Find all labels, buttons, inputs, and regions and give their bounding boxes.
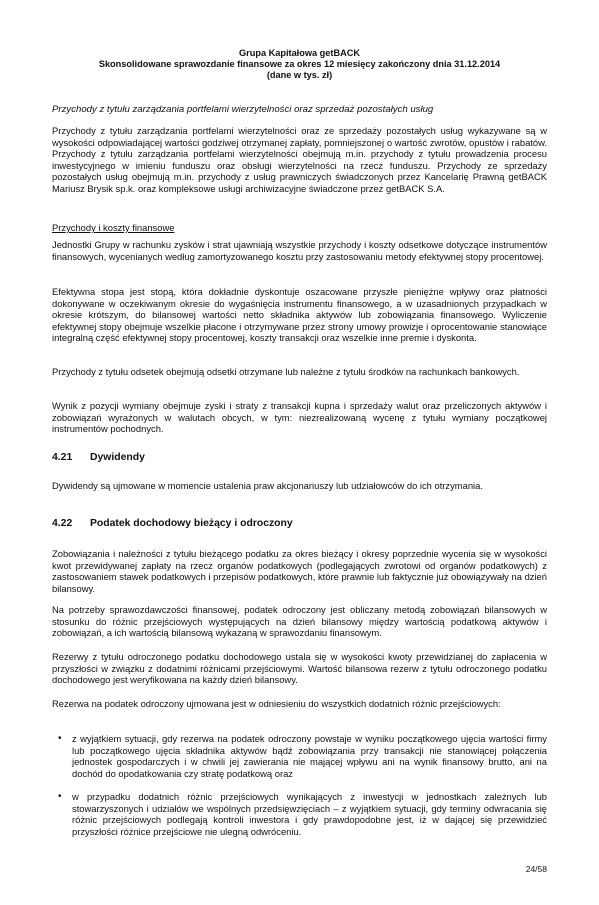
financial-paragraph-2: Efektywna stopa jest stopą, która dokładnie dyskontuje oszacowane przyszłe pieniężne wpływy oraz płatności dokonywane w oczekiwanym okresie do wygaśnięcia instrumentu finansowego, a w uzasadnionych przypadkach w okresie krótszym, do bilansowej wartości netto składnika aktywów lub zobowiązania finansowego. Wyliczenie efektywnej stopy obejmuje wszelkie płacone i otrzymywane przez strony umowy prowizje i oprocentowanie stanowiące integralną część efektywnej stopy procentowej, koszty transakcji oraz wszelkie inne premie i dyskonta.: [52, 286, 547, 344]
tax-paragraph-2: Na potrzeby sprawozdawczości finansowej, podatek odroczony jest obliczany metodą zobowiązań bilansowych w stosunku do różnic przejściowych występujących na dzień bilansowy między wartością podatkową aktywów i zobowiązań, a ich wartością bilansową wykazaną w sprawozdaniu finansowym.: [52, 604, 547, 639]
revenue-portfolio-title: Przychody z tytułu zarządzania portfelami wierzytelności oraz sprzedaż pozostałych usług: [52, 104, 434, 115]
page-number: 24/58: [525, 864, 547, 874]
section-4-21-heading: [52, 452, 145, 463]
financial-paragraph-4: Wynik z pozycji wymiany obejmuje zyski i straty z transakcji kupna i sprzedaży walut oraz przeliczonych aktywów i zobowiązań wyrażonych w walutach obcych, w tym: niezrealizowaną wycenę z tytułu wymiany początkowej instrumentów pochodnych.: [52, 400, 547, 435]
tax-bullet-2: w przypadku dodatnich różnic przejściowych wynikających z inwestycji w jednostkach zależnych lub stowarzyszonych i udziałów we wspólnych przedsięwzięciach – z wyjątkiem sytuacji, gdy terminy odwracania się różnic przejściowych podlegają kontroli inwestora i gdy prawdopodobne jest, iż w dającej się przewidzieć przyszłości różnice przejściowe nie ulegną odwróceniu.: [72, 791, 547, 837]
header-units: (dane w tys. zł): [266, 70, 333, 80]
dividends-text: Dywidendy są ujmowane w momencie ustalenia praw akcjonariuszy lub udziałowców do ich otrzymania.: [52, 480, 483, 491]
financial-paragraph-1: Jednostki Grupy w rachunku zysków i strat ujawniają wszystkie przychody i koszty odsetkowe dotyczące instrumentów finansowych, wycenianych według zamortyzowanego kosztu przy zastosowaniu metody efektywnej stopy procentowej.: [52, 239, 547, 262]
tax-paragraph-4: Rezerwa na podatek odroczony ujmowana jest w odniesieniu do wszystkich dodatnich różnic przejściowych:: [52, 698, 501, 709]
revenue-portfolio-text: Przychody z tytułu zarządzania portfelami wierzytelności oraz ze sprzedaży pozostałych usług wykazywane są w wysokości odpowiadającej wartości godziwej otrzymanej zapłaty, pomniejszonej o wartość zwrotów, opustów i rabatów. Przychody z tytułu zarządzania portfelami wierzytelności obejmują m.in. przychody z tytułu prowadzenia procesu inwestycyjnego w imieniu funduszu oraz obsługi wierzytelności na rzecz funduszu. Przychody ze sprzedaży pozostałych usług obejmują m.in. przychody z usług prawniczych świadczonych przez Kancelarię Prawną getBACK Mariusz Brysik sp.k. oraz kompleksowe usługi archiwizacyjne świadczone przez getBACK S.A.: [52, 125, 547, 194]
header-report-title: Skonsolidowane sprawozdanie finansowe za okres 12 miesięcy zakończony dnia 31.12.2014: [98, 59, 501, 69]
tax-bullet-1: z wyjątkiem sytuacji, gdy rezerwa na podatek odroczony powstaje w wyniku początkowego ujęcia wartości firmy lub początkowego ujęcia składnika aktywów bądź zobowiązania przy transakcji nie stanowiącej połączenia jednostek gospodarczych i w chwili jej zawierania nie mającej wpływu ani na wynik finansowy brutto, ani na dochód do opodatkowania czy stratę podatkową oraz: [72, 733, 547, 779]
tax-paragraph-1: Zobowiązania i należności z tytułu bieżącego podatku za okres bieżący i okresy poprzednie wycenia się w wysokości kwot przewidywanej zapłaty na rzecz organów podatkowych (podlegających zwrotowi od organów podatkowych) z zastosowaniem stawek podatkowych i przepisów podatkowych, które prawnie lub faktycznie już obowiązywały na dzień bilansowy.: [52, 548, 547, 594]
bullet-icon: •: [58, 733, 62, 744]
section-4-22-heading: [52, 518, 293, 529]
section-number: 4.22: [52, 518, 73, 529]
section-title: Podatek dochodowy bieżący i odroczony: [90, 518, 293, 529]
tax-paragraph-3: Rezerwy z tytułu odroczonego podatku dochodowego ustala się w wysokości kwoty przewidzianej do zapłacenia w przyszłości w związku z dodatnimi różnicami przejściowymi. Wartość bilansowa rezerw z tytułu odroczonego podatku dochodowego jest weryfikowana na każdy dzień bilansowy.: [52, 651, 547, 686]
header-company: Grupa Kapitałowa getBACK: [239, 48, 360, 58]
financial-title: Przychody i koszty finansowe: [52, 222, 175, 233]
section-number: 4.21: [52, 452, 73, 463]
bullet-icon: •: [58, 791, 62, 802]
section-title: Dywidendy: [90, 452, 145, 463]
financial-paragraph-3: Przychody z tytułu odsetek obejmują odsetki otrzymane lub należne z tytułu środków na rachunkach bankowych.: [52, 366, 520, 377]
